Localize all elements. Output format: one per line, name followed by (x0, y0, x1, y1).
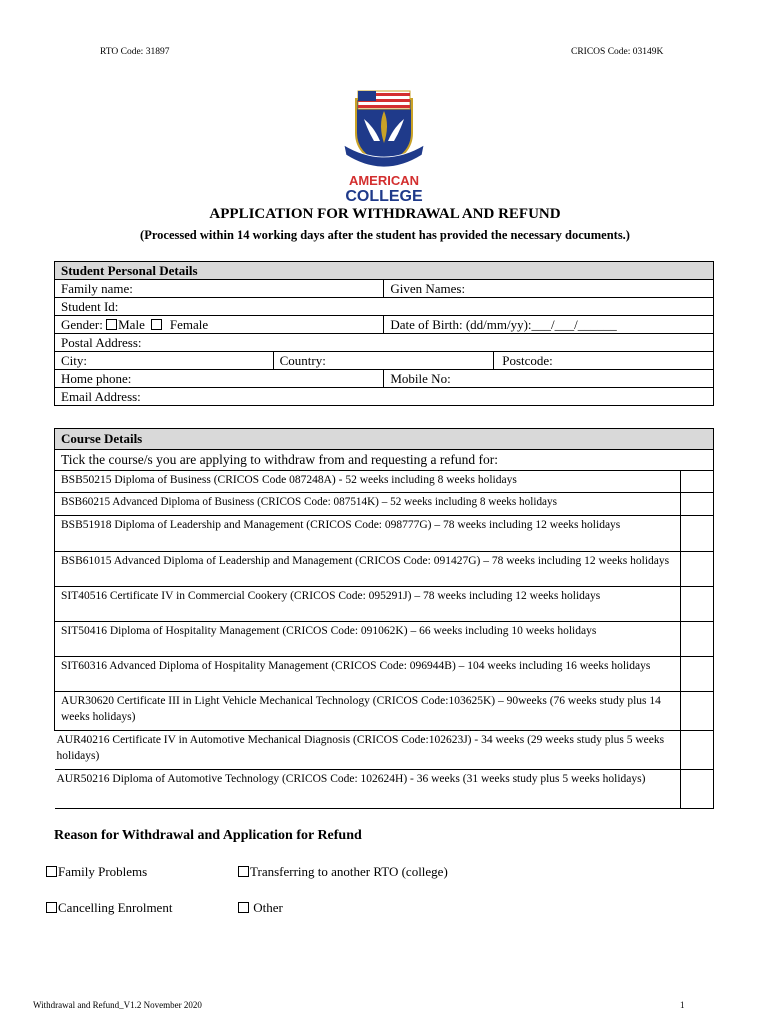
gender-label: Gender: (61, 317, 103, 332)
footer-version: Withdrawal and Refund_V1.2 November 2020 (33, 1000, 202, 1010)
reason-option-label: Transferring to another RTO (college) (250, 864, 448, 879)
course-item: SIT40516 Certificate IV in Commercial Cookery (CRICOS Code: 095291J) – 78 weeks including 12 weeks holidays (55, 587, 681, 622)
course-item: AUR50216 Diploma of Automotive Technology (CRICOS Code: 102624H) - 36 weeks (31 weeks study plus 5 weeks holidays) (55, 770, 681, 809)
course-tick-box[interactable] (681, 731, 714, 770)
reason-heading: Reason for Withdrawal and Application for Refund (54, 828, 362, 843)
reason-checkbox[interactable] (238, 902, 249, 913)
home-phone-field[interactable]: Home phone: (55, 370, 384, 388)
country-field[interactable]: Country: (273, 352, 494, 370)
course-tick-box[interactable] (681, 516, 714, 552)
email-field[interactable]: Email Address: (55, 388, 714, 406)
course-tick-box[interactable] (681, 552, 714, 587)
student-id-field[interactable]: Student Id: (55, 298, 714, 316)
gender-field (55, 316, 384, 334)
course-item: AUR30620 Certificate III in Light Vehicle Mechanical Technology (CRICOS Code:103625K) – 90weeks (76 weeks study plus 14 weeks holidays) (55, 692, 681, 731)
family-name-field[interactable]: Family name: (55, 280, 384, 298)
reason-checkbox[interactable] (46, 902, 57, 913)
mobile-field[interactable]: Mobile No: (384, 370, 714, 388)
course-item: SIT60316 Advanced Diploma of Hospitality Management (CRICOS Code: 096944B) – 104 weeks including 16 weeks holidays (55, 657, 681, 692)
reason-option-transferring[interactable] (238, 864, 448, 880)
course-details-heading: Course Details (55, 429, 714, 450)
course-details-table (54, 428, 714, 809)
course-tick-box[interactable] (681, 471, 714, 493)
course-tick-box[interactable] (681, 493, 714, 516)
cricos-code: CRICOS Code: 03149K (571, 47, 664, 57)
male-label: Male (118, 317, 145, 332)
personal-details-table (54, 261, 714, 406)
form-subtitle: (Processed within 14 working days after the student has provided the necessary documents.) (140, 228, 630, 242)
course-instruction: Tick the course/s you are applying to withdraw from and requesting a refund for: (55, 450, 714, 471)
reason-checkbox[interactable] (238, 866, 249, 877)
course-tick-box[interactable] (681, 622, 714, 657)
reason-option-cancelling[interactable] (46, 900, 172, 916)
city-field[interactable]: City: (55, 352, 274, 370)
postal-address-field[interactable]: Postal Address: (55, 334, 714, 352)
course-tick-box[interactable] (681, 657, 714, 692)
course-item: AUR40216 Certificate IV in Automotive Mechanical Diagnosis (CRICOS Code:102623J) - 34 weeks (29 weeks study plus 5 weeks holidays) (55, 731, 681, 770)
form-title: APPLICATION FOR WITHDRAWAL AND REFUND (209, 206, 561, 222)
course-item: BSB60215 Advanced Diploma of Business (CRICOS Code: 087514K) – 52 weeks including 8 weeks holidays (55, 493, 681, 516)
reason-option-label: Family Problems (58, 864, 148, 879)
reason-option-label: Other (253, 900, 283, 915)
reason-option-family[interactable] (46, 864, 147, 880)
course-item: BSB50215 Diploma of Business (CRICOS Code 087248A) - 52 weeks including 8 weeks holidays (55, 471, 681, 493)
course-item: BSB51918 Diploma of Leadership and Management (CRICOS Code: 098777G) – 78 weeks including 12 weeks holidays (55, 516, 681, 552)
course-tick-box[interactable] (681, 692, 714, 731)
page-number: 1 (680, 1000, 685, 1010)
rto-code: RTO Code: 31897 (100, 47, 170, 57)
course-tick-box[interactable] (681, 587, 714, 622)
course-item: SIT50416 Diploma of Hospitality Management (CRICOS Code: 091062K) – 66 weeks including 10 weeks holidays (55, 622, 681, 657)
dob-field[interactable]: Date of Birth: (dd/mm/yy):___/___/______ (384, 316, 714, 334)
course-tick-box[interactable] (681, 770, 714, 809)
reason-option-label: Cancelling Enrolment (58, 900, 173, 915)
course-item: BSB61015 Advanced Diploma of Leadership and Management (CRICOS Code: 091427G) – 78 weeks including 12 weeks holidays (55, 552, 681, 587)
postcode-field[interactable]: Postcode: (494, 352, 714, 370)
female-checkbox[interactable] (151, 319, 162, 330)
reason-option-other[interactable] (238, 900, 283, 916)
logo-text-american: AMERICAN (348, 173, 420, 188)
college-logo (334, 85, 434, 203)
personal-details-heading: Student Personal Details (55, 262, 714, 280)
logo-text-college: COLLEGE (345, 188, 423, 203)
female-label: Female (169, 317, 209, 332)
reason-checkbox[interactable] (46, 866, 57, 877)
given-names-field[interactable]: Given Names: (384, 280, 714, 298)
male-checkbox[interactable] (106, 319, 117, 330)
